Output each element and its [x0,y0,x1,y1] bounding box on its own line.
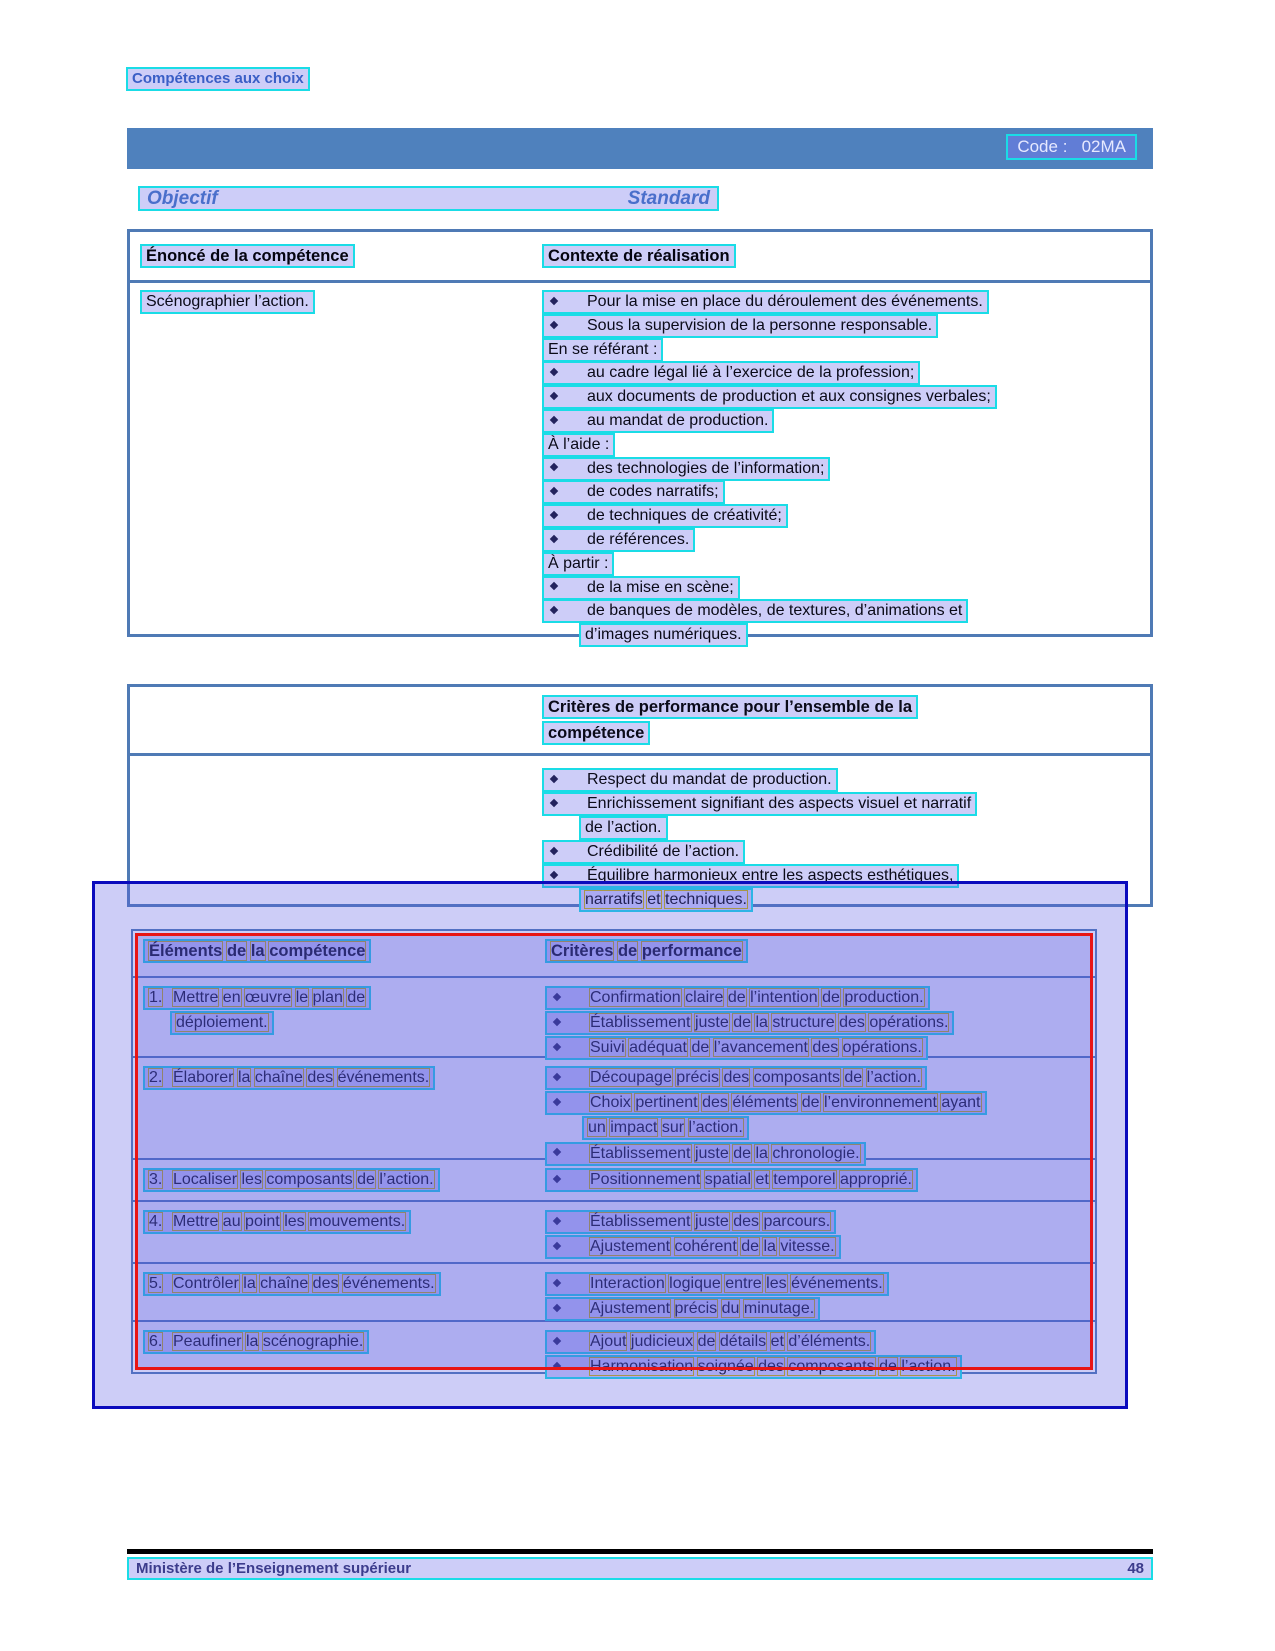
context-line: au mandat de production. [542,409,1142,433]
bullet-icon [553,1098,561,1106]
table-row [133,1322,1095,1376]
bullet-icon [550,392,558,400]
bullet-icon [550,606,558,614]
code-badge: Code : 02MA [1006,134,1137,160]
page-number: 48 [1127,1560,1144,1577]
context-line: À partir : [542,552,1142,576]
bullet-icon [550,320,558,328]
context-line: Pour la mise en place du déroulement des événements. [542,290,1142,314]
context-line: de techniques de créativité; [542,504,1142,528]
bullet-icon [553,993,561,1001]
context-list [542,290,1142,647]
table1-header-row [130,232,1150,283]
table3-header-row [133,931,1095,978]
bullet-icon [550,297,558,305]
table-row [133,1058,1095,1160]
bullet-icon [550,511,558,519]
table3-col2-header: Critères de performance [545,939,748,963]
ministry-label: Ministère de l’Enseignement supérieur [136,1560,412,1577]
table-row [133,1160,1095,1202]
bullet-icon [550,463,558,471]
bullet-icon [550,368,558,376]
table-row [133,1202,1095,1264]
criteria-cell: Positionnement spatial et temporel approprié. [545,1168,1085,1193]
context-line: aux documents de production et aux consignes verbales; [542,385,1142,409]
element-cell: 6. Peaufiner la scénographie. [143,1330,369,1355]
table1-col1-header: Énoncé de la compétence [140,244,355,268]
criteria-cell: Découpage précis des composants de l’action. Choix pertinent des éléments de l’environnement ayant un impact sur l’action. Établissement juste de la chronologie. [545,1066,1085,1167]
bullet-icon [550,416,558,424]
bullet-icon [553,1242,561,1250]
element-cell: 4. Mettre au point les mouvements. [143,1210,411,1235]
table2-header-row [130,687,1150,756]
criterion-line: de l’action. [579,816,1142,840]
table-row [133,978,1095,1058]
context-line: En se référant : [542,338,1142,362]
objectif-standard-band [138,186,719,211]
statement-cell: Scénographier l’action. [140,290,315,314]
context-line: Sous la supervision de la personne responsable. [542,314,1142,338]
context-line: au cadre légal lié à l’exercice de la profession; [542,361,1142,385]
criterion-line: Respect du mandat de production. [542,768,1142,792]
table3-col1-header: Éléments de la compétence [143,939,371,963]
table2-header-line: Critères de performance pour l’ensemble de la [542,695,918,719]
table-criteres-ensemble [127,684,1153,907]
criterion-line: narratifs et techniques. [579,888,1142,912]
element-cell: 3. Localiser les composants de l’action. [143,1168,440,1193]
bullet-icon [553,1043,561,1051]
highlight-box: Compétences aux choix [126,67,310,91]
bullet-icon [553,1073,561,1081]
context-line: de banques de modèles, de textures, d’animations et [542,599,1142,623]
table-enonce-contexte [127,229,1153,644]
bullet-icon [553,1279,561,1287]
table-row [133,1264,1095,1322]
criteria-cell: Interaction logique entre les événements. Ajustement précis du minutage. [545,1272,1085,1322]
context-line: de la mise en scène; [542,576,1142,600]
table2-header-line: compétence [542,721,650,745]
criteria-cell: Ajout judicieux de détails et d’éléments. Harmonisation soignée des composants de l’action. [545,1330,1085,1380]
table1-col2-header: Contexte de réalisation [542,244,736,268]
bullet-icon [553,1217,561,1225]
element-cell: 1. Mettre en œuvre le plan de déploiement. [143,986,371,1036]
footer [127,1557,1153,1580]
criteria-cell: Établissement juste des parcours. Ajustement cohérent de la vitesse. [545,1210,1085,1260]
criteria-list [542,768,1142,912]
bullet-icon [550,871,558,879]
title-banner [127,128,1153,169]
bullet-icon [553,1304,561,1312]
criterion-line: Enrichissement signifiant des aspects visuel et narratif [542,792,1142,816]
bullet-icon [553,1337,561,1345]
table-elements-competence [131,929,1097,1374]
context-line: de références. [542,528,1142,552]
bullet-icon [553,1362,561,1370]
bullet-icon [553,1018,561,1026]
criteria-cell: Confirmation claire de l’intention de production. Établissement juste de la structure des opérations. Suivi adéquat de l’avancement des opérations. [545,986,1085,1062]
bullet-icon [553,1148,561,1156]
element-cell: 5. Contrôler la chaîne des événements. [143,1272,441,1297]
document-header-label [126,67,310,91]
bullet-icon [550,487,558,495]
element-cell: 2. Élaborer la chaîne des événements. [143,1066,435,1091]
footer-rule [127,1549,1153,1554]
criterion-line: Équilibre harmonieux entre les aspects esthétiques, [542,864,1142,888]
bullet-icon [550,775,558,783]
bullet-icon [550,847,558,855]
standard-label: Standard [627,187,710,209]
objectif-label: Objectif [147,187,218,209]
context-line: de codes narratifs; [542,480,1142,504]
criterion-line: Crédibilité de l’action. [542,840,1142,864]
context-line: À l’aide : [542,433,1142,457]
bullet-icon [553,1175,561,1183]
context-line: des technologies de l’information; [542,457,1142,481]
context-line: d’images numériques. [579,623,1142,647]
bullet-icon [550,799,558,807]
bullet-icon [550,534,558,542]
bullet-icon [550,582,558,590]
